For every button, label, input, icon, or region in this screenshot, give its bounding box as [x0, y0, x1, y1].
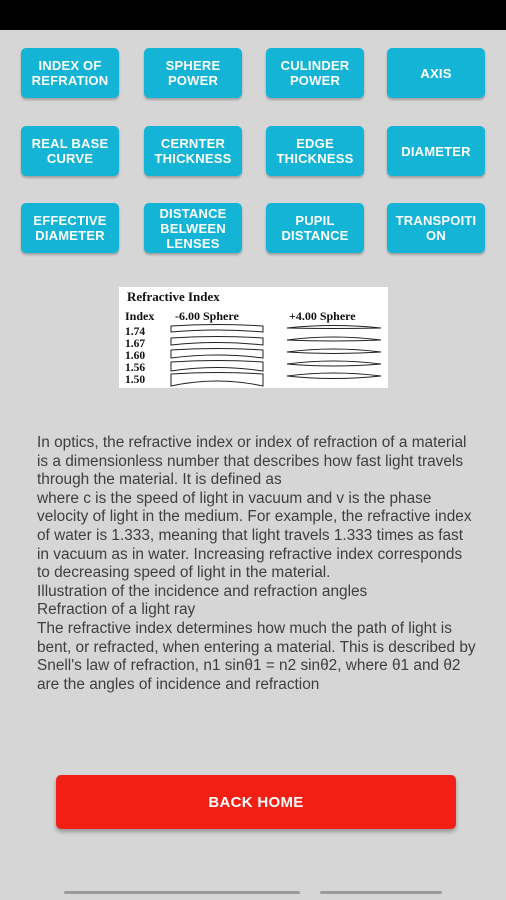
plus-lens-profile [287, 349, 381, 354]
minus-lens-profile [171, 337, 263, 346]
pupil-distance-button[interactable]: PUPIL DISTANCE [266, 203, 364, 253]
paragraph: The refractive index determines how much the path of light is bent, or refracted, when entering a material. This is described by Snell's law of refraction, n1 sinθ1 = n2 sinθ2, where θ1 and θ2 are the angles of incidence and refraction [37, 619, 476, 693]
center-thickness-button[interactable]: CERNTER THICKNESS [144, 126, 242, 176]
figure-index-value: 1.60 [125, 350, 146, 362]
paragraph: where c is the speed of light in vacuum and v is the phase velocity of light in the medium. For example, the refractive index of water is 1.333, meaning that light travels 1.333 times as fast in vacuum as in water. Increasing refractive index corresponds to decreasing speed of light in the material. [37, 489, 472, 582]
nav-handle [178, 891, 300, 894]
figure-index-value: 1.67 [125, 338, 146, 350]
paragraph: Illustration of the incidence and refraction angles [37, 582, 368, 600]
edge-thickness-button[interactable]: EDGE THICKNESS [266, 126, 364, 176]
figure-index-value: 1.74 [125, 326, 146, 338]
minus-lens-profile [171, 361, 263, 372]
figure-index-header: Index [125, 309, 155, 323]
transposition-button[interactable]: TRANSPOITI ON [387, 203, 485, 253]
figure-plus-sphere-header: +4.00 Sphere [289, 309, 356, 323]
figure-index-value: 1.56 [125, 362, 146, 374]
axis-button[interactable]: AXIS [387, 48, 485, 98]
figure-title: Refractive Index [127, 289, 220, 304]
nav-handle [320, 891, 442, 894]
lens-profiles-drawing [119, 287, 388, 388]
index-of-refraction-button[interactable]: INDEX OF REFRATION [21, 48, 119, 98]
plus-lens-profile [287, 337, 381, 341]
paragraph: In optics, the refractive index or index of refraction of a material is a dimensionless number that describes how fast light travels through the material. It is defined as [37, 434, 467, 489]
diameter-button[interactable]: DIAMETER [387, 126, 485, 176]
refractive-index-figure [119, 287, 388, 388]
back-home-button[interactable]: BACK HOME [56, 775, 456, 829]
cylinder-power-button[interactable]: CULINDER POWER [266, 48, 364, 98]
minus-lens-profile [171, 349, 263, 359]
sphere-power-button[interactable]: SPHERE POWER [144, 48, 242, 98]
article-text [37, 434, 477, 736]
system-nav-bar [0, 880, 506, 900]
minus-lens-profile [171, 373, 263, 387]
plus-lens-profile [287, 373, 381, 379]
figure-index-value: 1.50 [125, 374, 146, 386]
effective-diameter-button[interactable]: EFFECTIVE DIAMETER [21, 203, 119, 253]
minus-lens-profile [171, 325, 263, 333]
plus-lens-profile [287, 326, 381, 329]
paragraph: Refraction of a light ray [37, 601, 196, 619]
distance-between-lenses-button[interactable]: DISTANCE BELWEEN LENSES [144, 203, 242, 253]
real-base-curve-button[interactable]: REAL BASE CURVE [21, 126, 119, 176]
nav-handle [64, 891, 186, 894]
plus-lens-profile [287, 361, 381, 366]
figure-minus-sphere-header: -6.00 Sphere [175, 309, 239, 323]
status-bar [0, 0, 506, 30]
